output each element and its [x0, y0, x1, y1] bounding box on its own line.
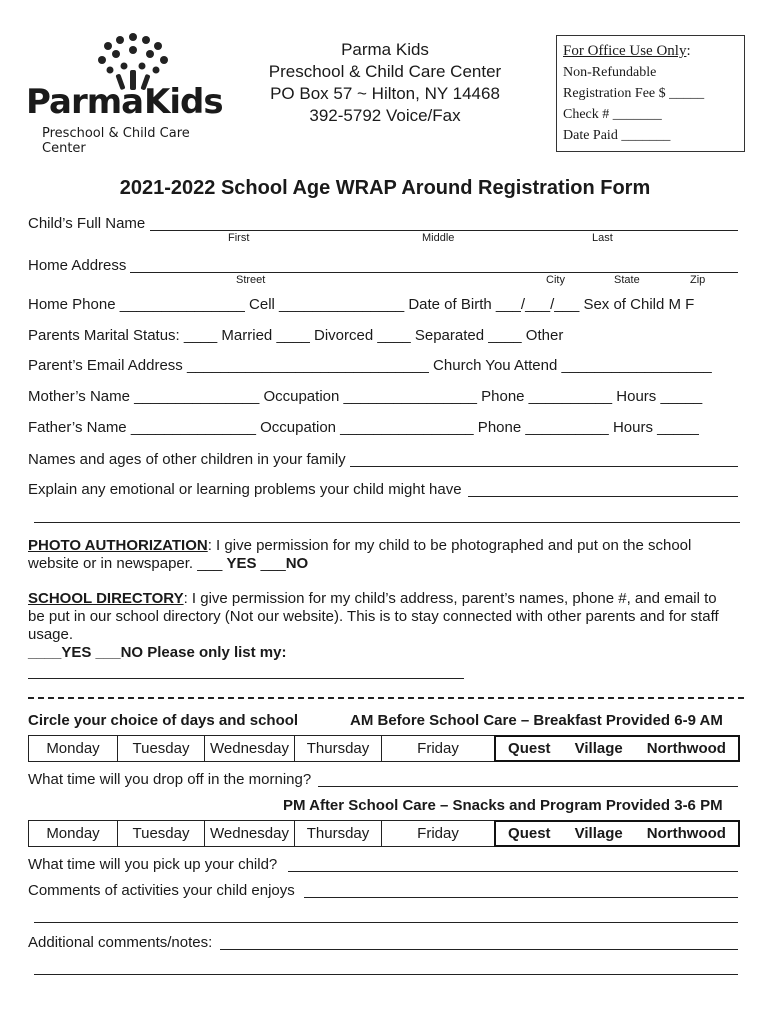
- drop-off-field[interactable]: [318, 786, 738, 787]
- state-caption: State: [614, 274, 640, 286]
- problems-field-continued[interactable]: [34, 522, 740, 523]
- office-title: For Office Use Only: [563, 43, 687, 59]
- header-name: Parma Kids: [341, 40, 429, 59]
- comments-field-continued[interactable]: [34, 922, 738, 923]
- siblings-label: Names and ages of other children in your family: [28, 451, 346, 468]
- pick-up-label: What time will you pick up your child?: [28, 856, 278, 873]
- am-schedule-table: [28, 735, 740, 762]
- child-name-label: Child’s Full Name: [28, 215, 146, 232]
- father-row[interactable]: Father’s Name _______________ Occupation ________________ Phone __________ Hours _____: [28, 419, 699, 436]
- pm-day-friday[interactable]: Friday: [382, 821, 495, 846]
- am-care-title: AM Before School Care – Breakfast Provided 6-9 AM: [350, 712, 723, 729]
- pm-day-wednesday[interactable]: Wednesday: [205, 821, 295, 846]
- am-day-friday[interactable]: Friday: [382, 736, 495, 761]
- zip-caption: Zip: [690, 274, 706, 286]
- pm-day-tuesday[interactable]: Tuesday: [118, 821, 205, 846]
- pm-schedule-table: [28, 820, 740, 847]
- header-phone: 392-5792 Voice/Fax: [309, 106, 461, 125]
- directory-text-3: usage.: [28, 626, 74, 643]
- home-phone-row[interactable]: Home Phone _______________ Cell _______________ Date of Birth ___/___/___ Sex of Child M F: [28, 296, 695, 313]
- header-org: Preschool & Child Care Center: [268, 62, 502, 81]
- photo-gap: ___: [256, 555, 286, 572]
- office-title-colon: :: [686, 43, 691, 59]
- first-caption: First: [228, 232, 250, 244]
- marital-status-row[interactable]: Parents Marital Status: ____ Married ____ Divorced ____ Separated ____ Other: [28, 327, 564, 344]
- header-address-block: [250, 39, 520, 127]
- street-caption: Street: [236, 274, 266, 286]
- circle-choice-label: Circle your choice of days and school: [28, 712, 299, 729]
- am-location-village[interactable]: Village: [574, 740, 623, 757]
- pm-location-quest[interactable]: Quest: [508, 825, 551, 842]
- comments-label: Comments of activities your child enjoys: [28, 882, 295, 899]
- photo-no-option[interactable]: NO: [285, 555, 309, 572]
- pm-day-monday[interactable]: Monday: [29, 821, 118, 846]
- directory-options[interactable]: ____YES ___NO Please only list my:: [28, 644, 287, 661]
- photo-text-2: website or in newspaper. ___: [28, 555, 227, 572]
- middle-caption: Middle: [422, 232, 455, 244]
- photo-text-1: : I give permission for my child to be photographed and put on the school: [207, 537, 692, 554]
- logo-word-kids: Kids: [144, 82, 223, 122]
- am-day-wednesday[interactable]: Wednesday: [205, 736, 295, 761]
- pm-location-northwood[interactable]: Northwood: [646, 825, 726, 842]
- additional-notes-field-continued[interactable]: [34, 974, 738, 975]
- problems-label: Explain any emotional or learning problems your child might have: [28, 481, 462, 498]
- mother-row[interactable]: Mother’s Name _______________ Occupation ________________ Phone __________ Hours _____: [28, 388, 703, 405]
- am-day-monday[interactable]: Monday: [29, 736, 118, 761]
- school-directory: [28, 590, 719, 662]
- office-date-paid: Date Paid _______: [563, 128, 671, 143]
- directory-text-2: be put in our school directory (Not our website). This is to stay connected with other parents and for staff: [28, 608, 719, 625]
- am-day-tuesday[interactable]: Tuesday: [118, 736, 205, 761]
- comments-field[interactable]: [304, 897, 738, 898]
- home-address-field[interactable]: [130, 272, 738, 273]
- siblings-field[interactable]: [350, 466, 738, 467]
- office-registration-fee: Registration Fee $ _____: [563, 86, 705, 101]
- office-use-box: [556, 35, 745, 152]
- drop-off-label: What time will you drop off in the morning?: [28, 771, 312, 788]
- photo-heading: PHOTO AUTHORIZATION: [28, 537, 208, 554]
- problems-field[interactable]: [468, 496, 738, 497]
- additional-notes-label: Additional comments/notes:: [28, 934, 213, 951]
- am-location-group: [494, 735, 740, 762]
- am-location-quest[interactable]: Quest: [508, 740, 551, 757]
- pm-care-title: PM After School Care – Snacks and Program Provided 3-6 PM: [283, 797, 723, 814]
- pick-up-field[interactable]: [288, 871, 738, 872]
- am-day-thursday[interactable]: Thursday: [295, 736, 382, 761]
- photo-authorization: [28, 537, 691, 573]
- logo-word-parma: Parma: [26, 82, 144, 122]
- logo: [26, 32, 226, 156]
- last-caption: Last: [592, 232, 613, 244]
- photo-yes-option[interactable]: YES: [226, 555, 257, 572]
- directory-heading: SCHOOL DIRECTORY: [28, 590, 184, 607]
- am-location-northwood[interactable]: Northwood: [646, 740, 726, 757]
- pm-day-thursday[interactable]: Thursday: [295, 821, 382, 846]
- pm-location-group: [494, 820, 740, 847]
- directory-text-1: : I give permission for my child’s address, parent’s names, phone #, and email to: [183, 590, 717, 607]
- pm-location-village[interactable]: Village: [574, 825, 623, 842]
- form-title: 2021-2022 School Age WRAP Around Registration Form: [119, 177, 651, 199]
- logo-tagline: Preschool & Child Care Center: [42, 126, 190, 156]
- child-name-field[interactable]: [150, 230, 738, 231]
- email-church-row[interactable]: Parent’s Email Address _____________________________ Church You Attend __________________: [28, 357, 712, 374]
- section-divider: [28, 697, 744, 699]
- office-nonrefundable: Non-Refundable: [563, 65, 657, 80]
- city-caption: City: [546, 274, 565, 286]
- office-check-number: Check # _______: [563, 107, 662, 122]
- additional-notes-field[interactable]: [220, 949, 738, 950]
- home-address-label: Home Address: [28, 257, 127, 274]
- directory-list-field[interactable]: [28, 678, 464, 679]
- header-address: PO Box 57 ~ Hilton, NY 14468: [270, 84, 500, 103]
